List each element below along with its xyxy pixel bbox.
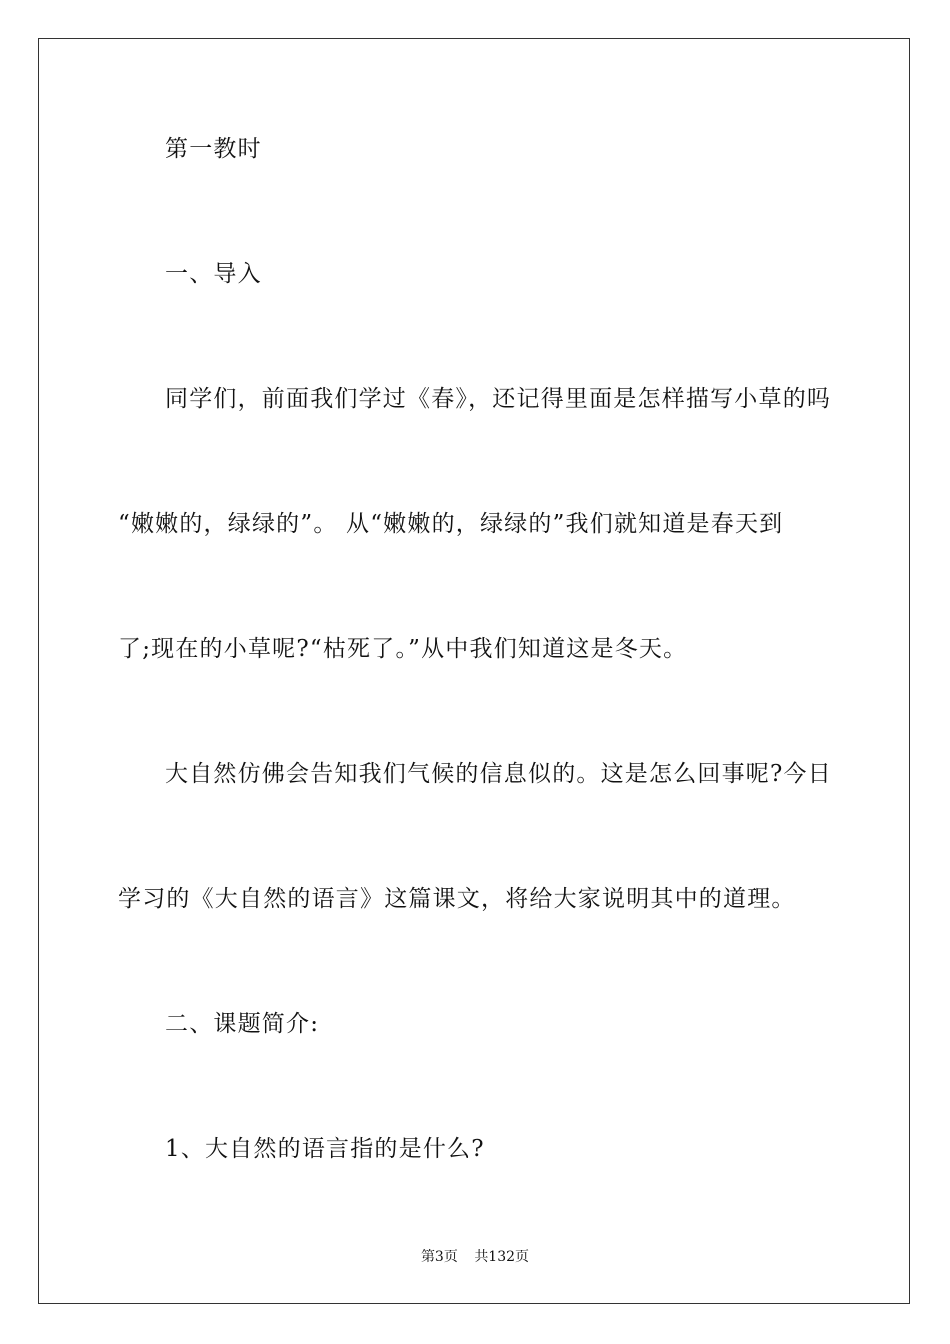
paragraph-line: 大自然仿佛会告知我们气候的信息似的。这是怎么回事呢?今日 xyxy=(165,761,832,787)
subsection-heading: 二、课题简介: xyxy=(165,1011,320,1037)
paragraph-line: 学习的《大自然的语言》这篇课文，将给大家说明其中的道理。 xyxy=(118,886,796,912)
paragraph-line: 同学们，前面我们学过《春》，还记得里面是怎样描写小草的吗 xyxy=(165,386,832,412)
subsection-heading: 一、导入 xyxy=(165,261,262,287)
page-total: 共132页 xyxy=(474,1249,530,1265)
list-item: 1、大自然的语言指的是什么? xyxy=(165,1136,485,1162)
page-border xyxy=(38,38,910,1304)
paragraph-line: 了;现在的小草呢?“枯死了。”从中我们知道这是冬天。 xyxy=(118,636,688,662)
section-heading: 第一教时 xyxy=(165,136,262,162)
paragraph-line: “嫩嫩的，绿绿的”。 从“嫩嫩的，绿绿的”我们就知道是春天到 xyxy=(118,511,784,537)
page-footer xyxy=(0,1248,950,1266)
page-number: 第3页 xyxy=(420,1249,458,1265)
